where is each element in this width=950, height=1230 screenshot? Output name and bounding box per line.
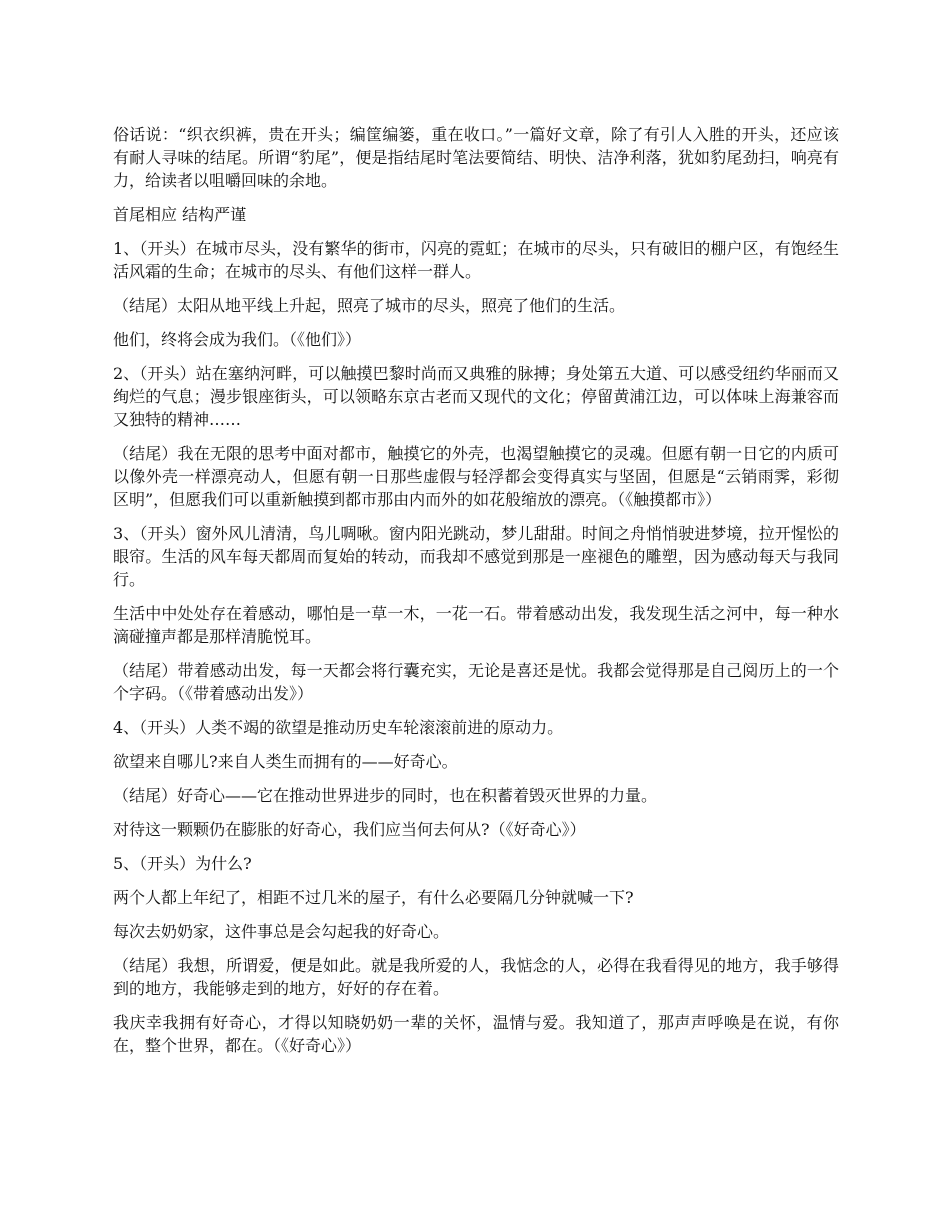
example-1-opening: 1、（开头）在城市尽头，没有繁华的街市，闪亮的霓虹；在城市的尽头，只有破旧的棚户区，有饱经生活风霜的生命；在城市的尽头、有他们这样一群人。: [113, 239, 839, 281]
example-4-opening: 4、（开头）人类不竭的欲望是推动历史车轮滚滚前进的原动力。: [113, 718, 564, 737]
example-3-body: 生活中中处处存在着感动，哪怕是一草一木，一花一石。带着感动出发，我发现生活之河中，每一种水滴碰撞声都是那样清脆悦耳。: [113, 604, 839, 646]
example-5-body-1: 两个人都上年纪了，相距不过几米的屋子，有什么必要隔几分钟就喊一下?: [113, 888, 634, 907]
example-3-ending: （结尾）带着感动出发，每一天都会将行囊充实，无论是喜还是忧。我都会觉得那是自己阅历上的一个个字码。（《带着感动出发》）: [113, 661, 839, 703]
example-4-body: 欲望来自哪儿?来自人类生而拥有的——好奇心。: [113, 752, 458, 771]
example-1-ending: （结尾）太阳从地平线上升起，照亮了城市的尽头，照亮了他们的生活。: [113, 296, 626, 315]
document-page: [113, 123, 839, 1068]
example-5-ending: （结尾）我想，所谓爱，便是如此。就是我所爱的人，我惦念的人，必得在我看得见的地方，我手够得到的地方，我能够走到的地方，好好的存在着。: [113, 956, 839, 998]
example-1-ending-line: 他们，终将会成为我们。（《他们》）: [113, 330, 362, 349]
example-4-ending-line: 对待这一颗颗仍在膨胀的好奇心，我们应当何去何从?（《好奇心》）: [113, 820, 586, 839]
example-3-opening: 3、（开头）窗外风儿清清，鸟儿啁啾。窗内阳光跳动，梦儿甜甜。时间之舟悄悄驶进梦境，拉开惺忪的眼帘。生活的风车每天都周而复始的转动，而我却不感觉到那是一座褪色的雕塑，因为感动每天与我同行。: [113, 524, 839, 589]
example-4-ending: （结尾）好奇心——它在推动世界进步的同时，也在积蓄着毁灭世界的力量。: [113, 786, 658, 805]
example-5-opening: 5、（开头）为什么?: [113, 854, 252, 873]
section-heading: 首尾相应 结构严谨: [113, 205, 247, 224]
intro-paragraph: 俗话说：“织衣织裤，贵在开头；编筐编篓，重在收口。”一篇好文章，除了有引人入胜的开头，还应该有耐人寻味的结尾。所谓“豹尾”，便是指结尾时笔法要简结、明快、洁净利落，犹如豹尾劲扫，响亮有力，给读者以咀嚼回味的余地。: [113, 125, 839, 190]
example-2-opening: 2、（开头）站在塞纳河畔，可以触摸巴黎时尚而又典雅的脉搏；身处第五大道、可以感受纽约华丽而又绚烂的气息；漫步银座街头，可以领略东京古老而又现代的文化；停留黄浦江边，可以体味上海兼容而又独特的精神……: [113, 364, 839, 429]
example-2-ending: （结尾）我在无限的思考中面对都市，触摸它的外壳，也渴望触摸它的灵魂。但愿有朝一日它的内质可以像外壳一样漂亮动人，但愿有朝一日那些虚假与轻浮都会变得真实与坚固，但愿是“云销雨霁，彩彻区明”，但愿我们可以重新触摸到都市那由内而外的如花般缩放的漂亮。（《触摸都市》）: [113, 444, 839, 509]
example-5-body-2: 每次去奶奶家，这件事总是会勾起我的好奇心。: [113, 922, 450, 941]
example-5-ending-line: 我庆幸我拥有好奇心，才得以知晓奶奶一辈的关怀，温情与爱。我知道了，那声声呼唤是在说，有你在，整个世界，都在。（《好奇心》）: [113, 1013, 839, 1055]
